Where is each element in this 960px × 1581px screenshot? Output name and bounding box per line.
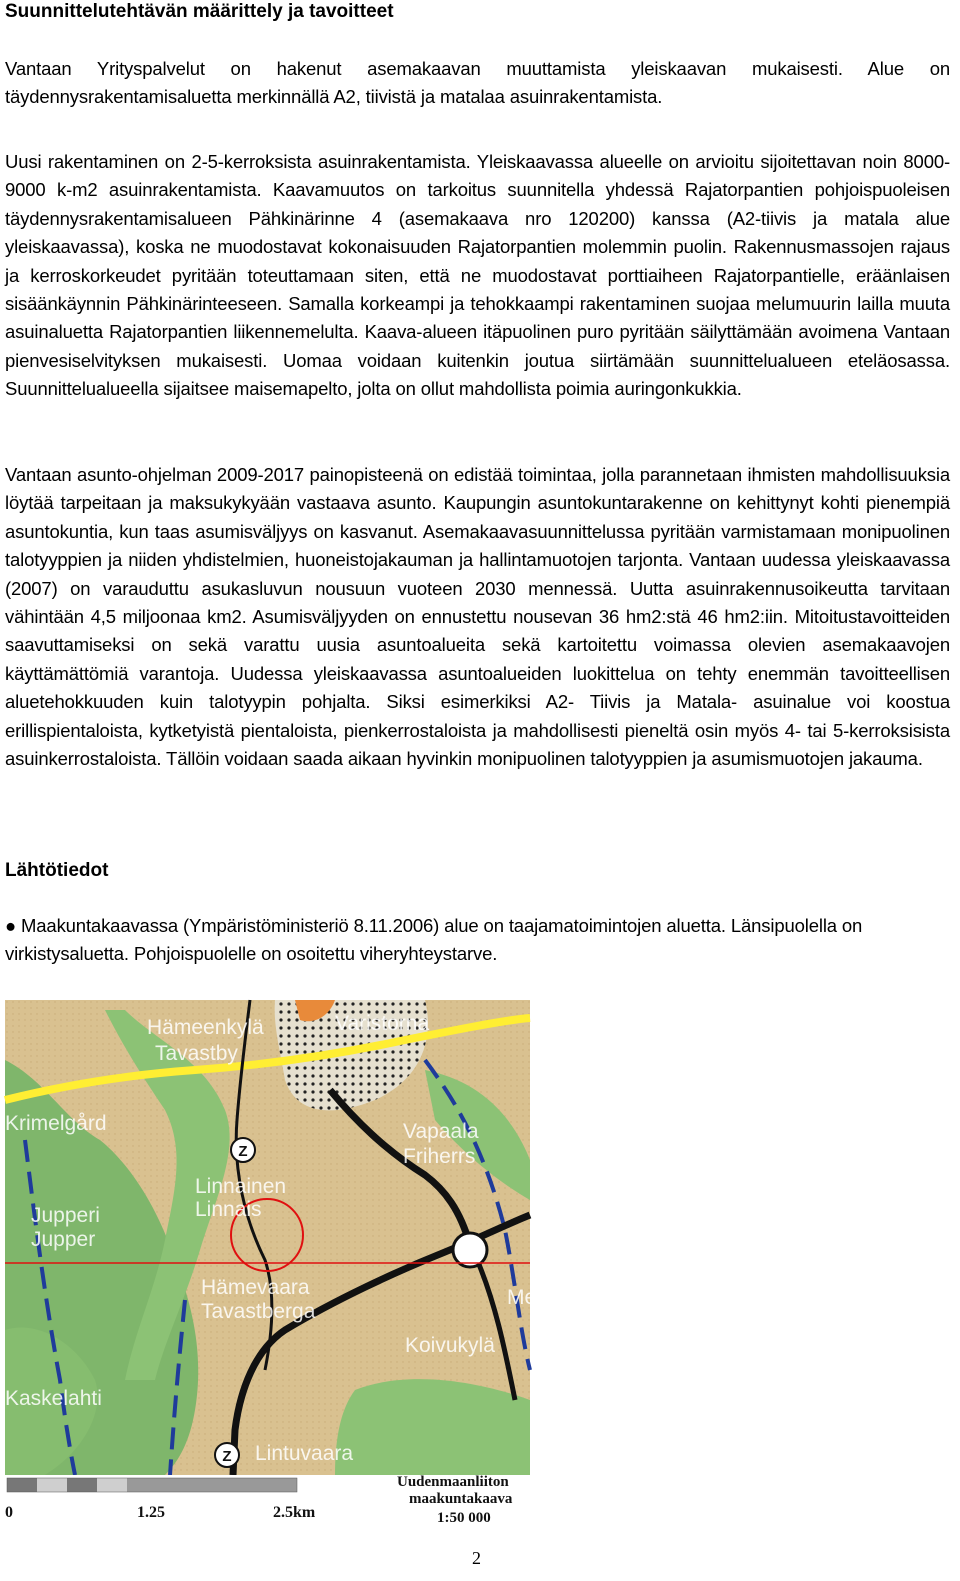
place-jupper: Jupper (31, 1228, 96, 1251)
place-friherrs: Friherrs (403, 1145, 476, 1168)
scale-label-0: 0 (5, 1504, 13, 1521)
page-number: 2 (472, 1548, 481, 1568)
station-marker-north (231, 1138, 255, 1162)
map-source-line-2: maakuntakaava (409, 1491, 513, 1507)
place-hamevaara: Hämevaara (201, 1276, 310, 1299)
paragraph-3: Vantaan asunto-ohjelman 2009-2017 painopisteenä on edistää toimintaa, jolla parannetaan ihmisten mahdollisuuksia löytää tarpeitaan ja maksukykyään vastaava asunto. Kaupungin asuntokuntarakenne on kehittynyt kohti pienempiä asuntokuntia, kun taas asumisväljyys on kasvanut. Asemakaavasuunnittelussa pyritään varmistamaan monipuolinen talotyyppien ja niiden yhdistelmien, huoneistojakauman ja hallintamuotojen tarjonta. Vantaan uudessa yleiskaavassa (2007) on varauduttu asukasluvun nousuun vuoteen 2030 mennessä. Uutta asuinrakennusoikeutta tarvitaan vähintään 4,5 miljoonaa km2. Asumisväljyyden on ennustettu nousevan 36 hm2:stä 46 hm2:iin. Mitoitustavoitteiden saavuttamiseksi on sekä varattu uusia asuntoalueita sekä kartoitettu voimassa olevien asemakaavojen käyttämättömiä varantoja. Uudessa yleiskaavassa asuntoalueiden luokittelua on tehty enemmän tavoitteellisen aluetehokkuuden kuin talotyypin pohjalta. Siksi esimerkiksi A2- Tiivis ja Matala- asuinalue voi koostua erillispientaloista, kytketyistä pientaloista, pienkerrostaloista ja mahdollisesti pieneltä osin myös 4- tai 5-kerroksisista asuinkerrostaloista. Tällöin voidaan saada aikaan hyvinkin monipuolinen talotyyppien ja asumismuotojen jakauma. (5, 464, 950, 770)
place-hameenkyla: Hämeenkylä (147, 1016, 264, 1039)
place-krimelgard: Krimelgård (5, 1112, 107, 1135)
map-scale-ratio: 1:50 000 (437, 1510, 491, 1526)
bullet-item (5, 912, 950, 969)
station-marker-south-label: Z (222, 1448, 232, 1465)
place-linnais: Linnais (195, 1198, 262, 1221)
place-varistorna: Varistorna (335, 1012, 430, 1035)
place-nybacka: Koivukylä (405, 1334, 495, 1357)
place-linnainen: Linnainen (195, 1175, 287, 1198)
interchange-marker (453, 1233, 487, 1267)
scale-bar (7, 1478, 297, 1492)
paragraph-1: Vantaan Yrityspalvelut on hakenut asemakaavan muuttamista yleiskaavan mukaisesti. Alue on täydennysrakentamisaluetta merkinnällä A2, tiivistä ja matalaa asuinrakentamista. (5, 58, 950, 108)
place-tavastby: Tavastby (155, 1042, 238, 1065)
station-marker-south (215, 1443, 239, 1467)
scale-label-1: 1.25 (137, 1504, 165, 1521)
section-heading-goals: Suunnittelutehtävän määrittely ja tavoitteet (5, 1, 394, 22)
map-source-line-1: Uudenmaanliiton (397, 1474, 509, 1490)
place-jupperi: Jupperi (31, 1204, 100, 1227)
station-marker-north-label: Z (238, 1143, 248, 1160)
bullet-text: Maakuntakaavassa (Ympäristöministeriö 8.11.2006) alue on taajamatoimintojen aluetta. Länsipuolella on virkistysaluetta. Pohjoispuolelle on osoitettu viheryhteystarve. (5, 915, 863, 965)
place-me: Me (507, 1286, 537, 1309)
regional-plan-map (5, 1000, 537, 1530)
place-tavastberga: Tavastberga (201, 1300, 316, 1323)
place-vapaala: Vapaala (403, 1120, 479, 1143)
section-heading-background: Lähtötiedot (5, 860, 109, 881)
bullet-icon: ● (5, 915, 17, 936)
scale-label-2: 2.5km (273, 1504, 316, 1521)
green-area-south (335, 1379, 530, 1475)
place-lintuvaara: Lintuvaara (255, 1442, 354, 1465)
paragraph-2: Uusi rakentaminen on 2-5-kerroksista asuinrakentamista. Yleiskaavassa alueelle on arvioitu sijoitettavan noin 8000-9000 k-m2 asuinrakentamista. Kaavamuutos on tarkoitus suunnitella yhdessä Rajatorpantien pohjoispuoleisen täydennysrakentamisalueen Pähkinärinne 4 (asemakaava nro 120200) kanssa (A2-tiivis ja matala alue yleiskaavassa), koska ne muodostavat kokonaisuuden Rajatorpantien molemmin puolin. Rakennusmassojen rajaus ja kerroskorkeudet pyritään toteuttamaan siten, että ne muodostavat porttiaiheen Rajatorpantielle, eräänlaisen sisäänkäynnin Pähkinärinteeseen. Samalla korkeampi ja tehokkaampi rakentaminen suojaa melumuurin lailla muuta asuinaluetta Rajatorpantien liikennemelulta. Kaava-alueen itäpuolinen puro pyritään säilyttämään avoimena Vantaan pienvesiselvityksen mukaisesti. Uomaa voidaan kuitenkin joutua siirtämään suunnittelualueen eteläosassa. Suunnittelualueella sijaitsee maisemapelto, jolta on ollut mahdollista poimia auringonkukkia. (5, 151, 950, 400)
place-kaskelahti: Kaskelahti (5, 1387, 102, 1410)
